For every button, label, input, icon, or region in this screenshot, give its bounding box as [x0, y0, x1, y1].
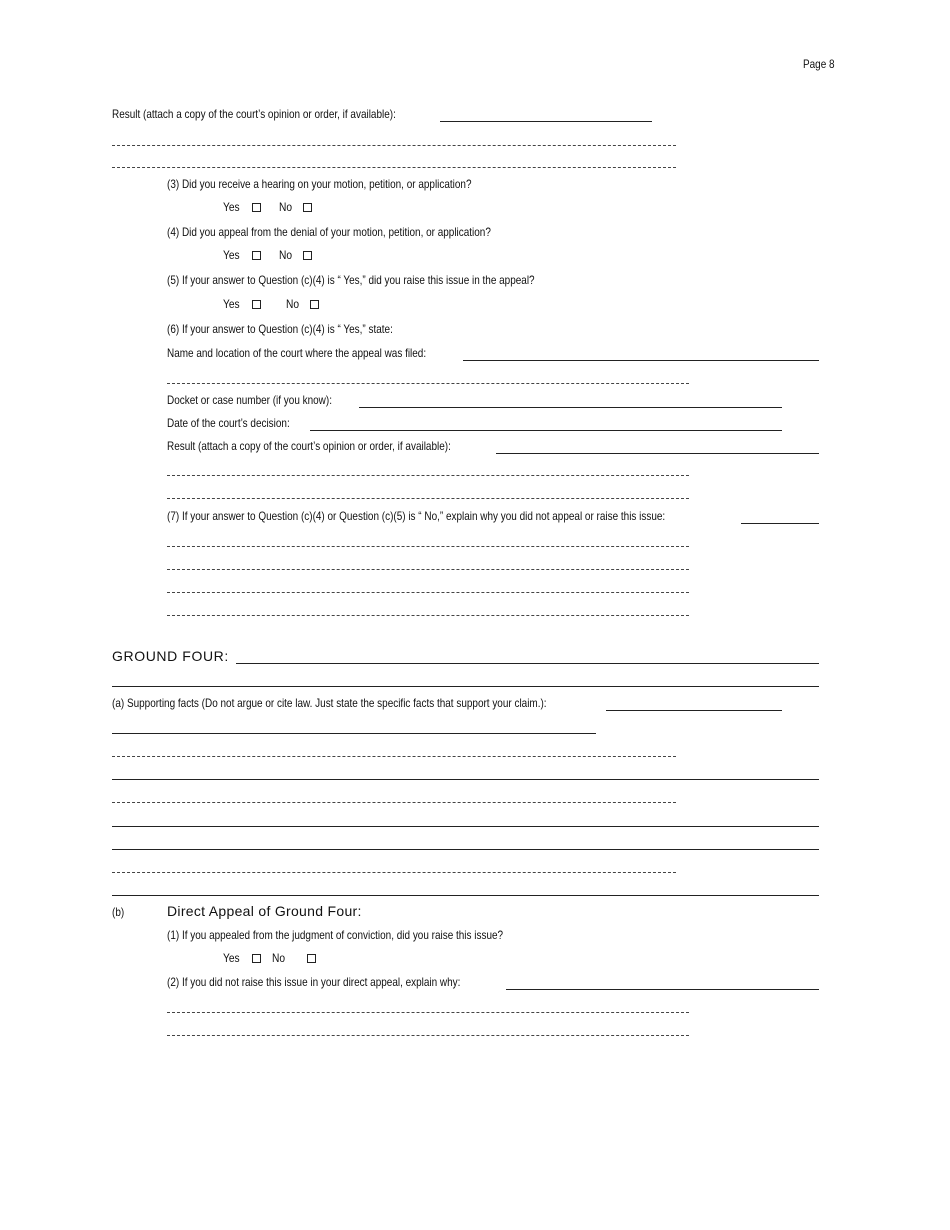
direct-appeal-yes-label: Yes	[223, 951, 240, 965]
direct-appeal-q2-field[interactable]	[506, 989, 819, 990]
q5-question: (5) If your answer to Question (c)(4) is “ Yes,” did you raise this issue in the appeal?	[167, 273, 535, 287]
q3-yes-checkbox[interactable]	[252, 203, 261, 212]
supporting-facts-line-3[interactable]	[112, 756, 676, 757]
q6-court-field[interactable]	[463, 360, 819, 361]
prior-result-line-1[interactable]	[112, 145, 676, 146]
q4-no-checkbox[interactable]	[303, 251, 312, 260]
q7-line-3[interactable]	[167, 569, 689, 570]
q4-question: (4) Did you appeal from the denial of your motion, petition, or application?	[167, 225, 491, 239]
q5-no-label: No	[286, 297, 300, 311]
q3-no-option[interactable]	[279, 200, 312, 214]
q4-yes-label: Yes	[223, 248, 240, 262]
supporting-facts-line-6[interactable]	[112, 826, 819, 827]
direct-appeal-marker: (b)	[112, 905, 125, 919]
q7-question: (7) If your answer to Question (c)(4) or Question (c)(5) is “ No,” explain why you did not appeal or raise this issue:	[167, 509, 666, 523]
page-number: Page 8	[803, 57, 835, 71]
q6-court-label: Name and location of the court where the appeal was filed:	[167, 346, 427, 360]
q3-no-checkbox[interactable]	[303, 203, 312, 212]
supporting-facts-line-4[interactable]	[112, 779, 819, 780]
supporting-facts-line-2[interactable]	[112, 733, 596, 734]
q4-yes-checkbox[interactable]	[252, 251, 261, 260]
prior-result-label: Result (attach a copy of the court’s opinion or order, if available):	[112, 107, 396, 121]
direct-appeal-yes-option[interactable]	[223, 951, 261, 965]
q6-question: (6) If your answer to Question (c)(4) is “ Yes,” state:	[167, 322, 393, 336]
direct-appeal-no-option[interactable]	[272, 951, 316, 965]
supporting-facts-line-7[interactable]	[112, 849, 819, 850]
q6-result-line-2[interactable]	[167, 475, 689, 476]
direct-appeal-no-label: No	[272, 951, 286, 965]
q6-result-field[interactable]	[496, 453, 819, 454]
supporting-facts-label: (a) Supporting facts (Do not argue or cite law. Just state the specific facts that support your claim.):	[112, 696, 547, 710]
ground-four-line-2[interactable]	[112, 686, 819, 687]
q5-no-checkbox[interactable]	[310, 300, 319, 309]
q6-result-line-3[interactable]	[167, 498, 689, 499]
direct-appeal-heading: Direct Appeal of Ground Four:	[167, 903, 362, 919]
q5-yes-label: Yes	[223, 297, 240, 311]
q4-no-label: No	[279, 248, 293, 262]
q6-result-label: Result (attach a copy of the court’s opinion or order, if available):	[167, 439, 451, 453]
prior-result-field[interactable]	[440, 121, 652, 122]
supporting-facts-line-8[interactable]	[112, 872, 676, 873]
ground-four-field[interactable]	[236, 663, 819, 664]
supporting-facts-field[interactable]	[606, 710, 782, 711]
direct-appeal-q2-line-3[interactable]	[167, 1035, 689, 1036]
q3-yes-option[interactable]	[223, 200, 261, 214]
q6-date-label: Date of the court’s decision:	[167, 416, 290, 430]
q7-line-4[interactable]	[167, 592, 689, 593]
direct-appeal-yes-checkbox[interactable]	[252, 954, 261, 963]
q7-field[interactable]	[741, 523, 819, 524]
supporting-facts-line-9[interactable]	[112, 895, 819, 896]
supporting-facts-line-5[interactable]	[112, 802, 676, 803]
q4-yes-option[interactable]	[223, 248, 261, 262]
q6-date-field[interactable]	[310, 430, 782, 431]
ground-four-heading: GROUND FOUR:	[112, 648, 229, 664]
q5-yes-option[interactable]	[223, 297, 261, 311]
q6-court-line-2[interactable]	[167, 383, 689, 384]
q3-no-label: No	[279, 200, 293, 214]
direct-appeal-q2: (2) If you did not raise this issue in your direct appeal, explain why:	[167, 975, 461, 989]
q5-no-option[interactable]	[286, 297, 319, 311]
q5-yes-checkbox[interactable]	[252, 300, 261, 309]
q3-question: (3) Did you receive a hearing on your motion, petition, or application?	[167, 177, 472, 191]
q3-yes-label: Yes	[223, 200, 240, 214]
direct-appeal-no-checkbox[interactable]	[307, 954, 316, 963]
q7-line-5[interactable]	[167, 615, 689, 616]
prior-result-line-2[interactable]	[112, 167, 676, 168]
q7-line-2[interactable]	[167, 546, 689, 547]
direct-appeal-q2-line-2[interactable]	[167, 1012, 689, 1013]
q6-docket-label: Docket or case number (if you know):	[167, 393, 332, 407]
q4-no-option[interactable]	[279, 248, 312, 262]
direct-appeal-q1: (1) If you appealed from the judgment of conviction, did you raise this issue?	[167, 928, 504, 942]
q6-docket-field[interactable]	[359, 407, 782, 408]
